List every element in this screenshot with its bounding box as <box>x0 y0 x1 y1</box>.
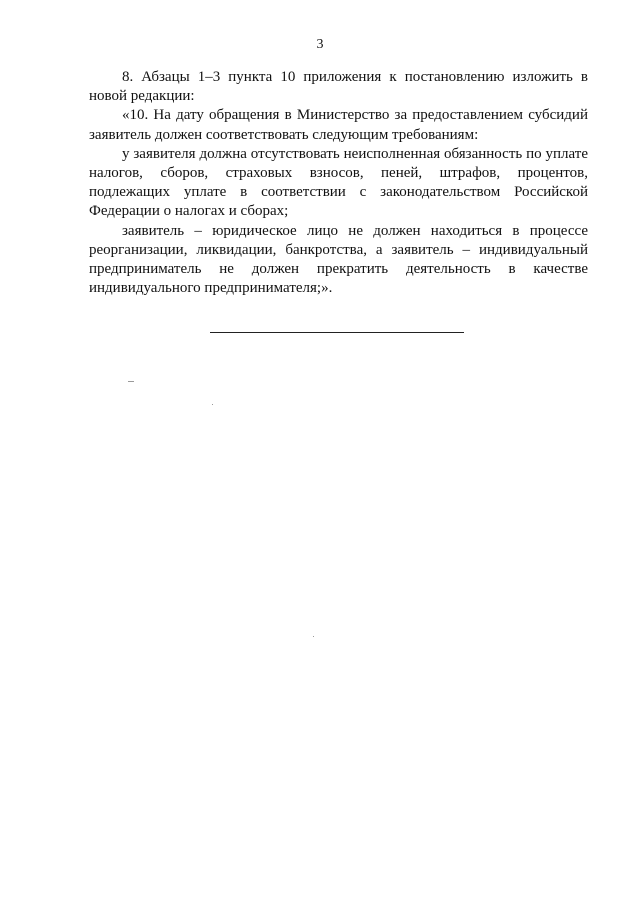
paragraph-tax-requirement: у заявителя должна отсутствовать неисполненная обязанность по уплате налогов, сборов, страховых взносов, пеней, штрафов, процентов, подлежащих уплате в соответствии с законодательством Российской Федерации о налогах и сборах; <box>89 145 588 220</box>
scan-speck <box>212 404 213 405</box>
paragraph-item-8: 8. Абзацы 1–3 пункта 10 приложения к постановлению изложить в новой редакции: <box>89 69 588 105</box>
page-number: 3 <box>316 37 324 52</box>
end-separator-line <box>210 332 464 333</box>
scan-speck <box>313 636 314 637</box>
scan-speck <box>128 381 134 382</box>
paragraph-item-10-intro: «10. На дату обращения в Министерство за предоставлением субсидий заявитель должен соответствовать следующим требованиям: <box>89 107 588 143</box>
paragraph-legal-status-requirement: заявитель – юридическое лицо не должен находиться в процессе реорганизации, ликвидации, банкротства, а заявитель – индивидуальный предприниматель не должен прекратить деятельность в качестве индивидуального предпринимателя;». <box>89 222 588 297</box>
document-body <box>89 68 588 298</box>
